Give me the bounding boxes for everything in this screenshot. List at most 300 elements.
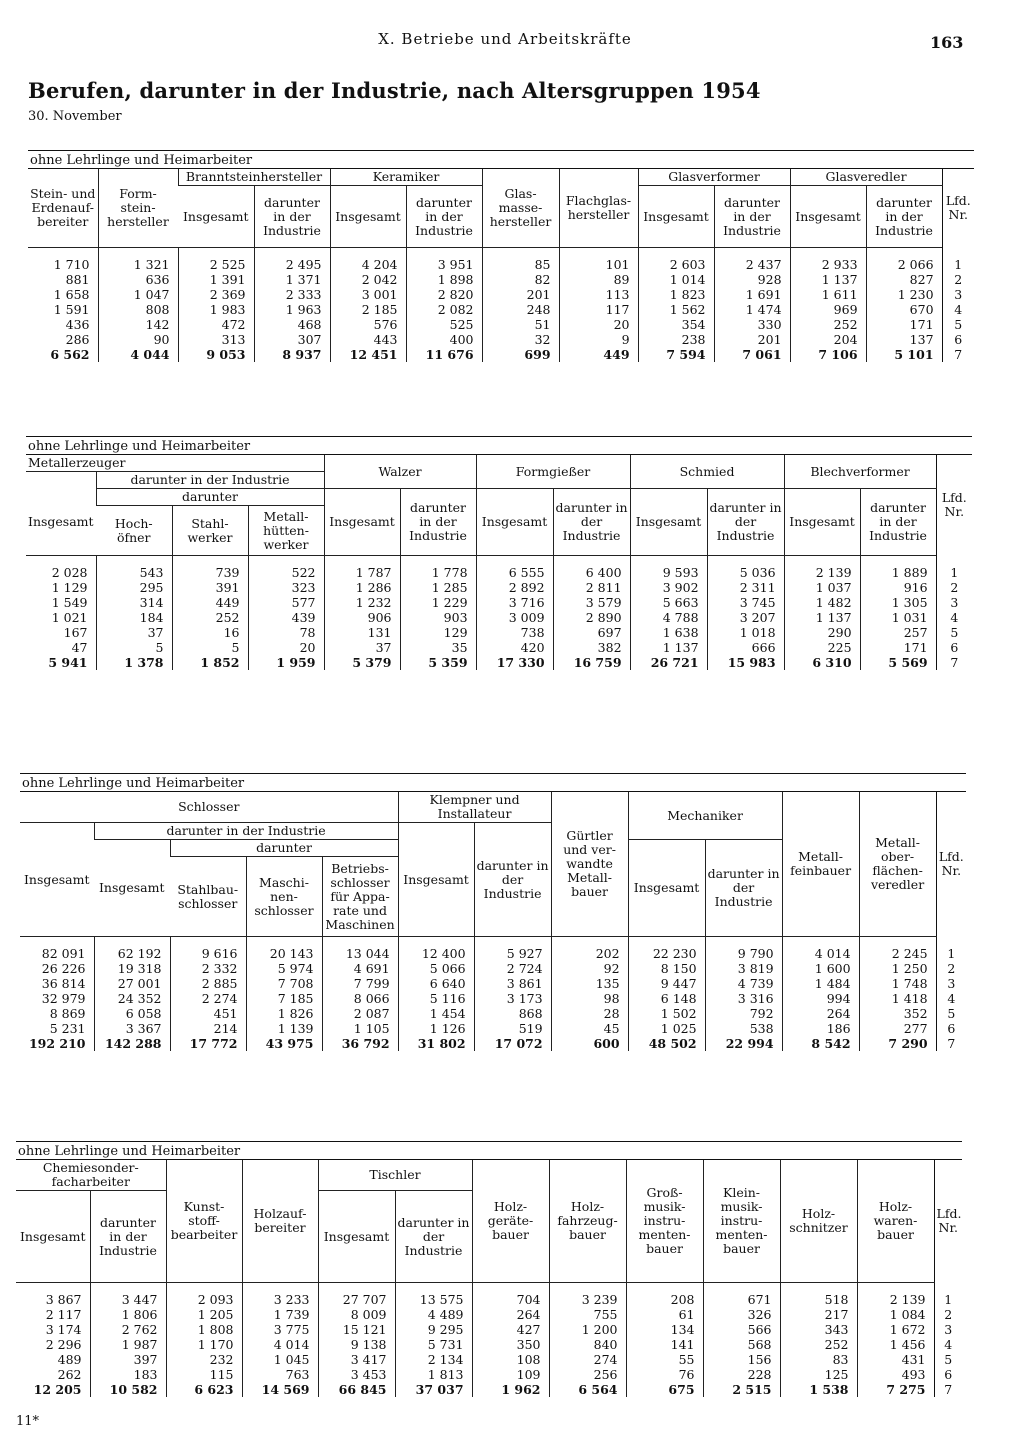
- col-group-head: Keramiker: [330, 169, 482, 186]
- col-group-head: Chemiesonder- facharbeiter: [16, 1160, 166, 1191]
- cell-value: 9 790: [737, 946, 774, 961]
- cell-value: 525: [449, 317, 474, 332]
- cell-value: 141: [670, 1337, 695, 1352]
- lfd-number: 3: [947, 975, 956, 991]
- cell-value: 755: [593, 1307, 618, 1322]
- cell-value: 881: [65, 272, 90, 287]
- cell-value: 1 229: [431, 595, 468, 610]
- cell-value: 577: [291, 595, 316, 610]
- cell-value: 2 369: [209, 287, 246, 302]
- col-head: Insgesamt: [628, 840, 705, 937]
- cell-value: 20: [299, 640, 316, 655]
- total-value: 699: [524, 347, 551, 362]
- col-head: Metall- feinbauer: [782, 792, 859, 937]
- cell-value: 3 453: [350, 1367, 387, 1382]
- cell-value: 1 691: [745, 287, 782, 302]
- cell-value: 2 820: [437, 287, 474, 302]
- cell-value: 697: [597, 625, 622, 640]
- total-value: 7 594: [666, 347, 706, 362]
- cell-value: 274: [593, 1352, 618, 1367]
- cell-value: 903: [443, 610, 468, 625]
- total-value: 48 502: [648, 1036, 697, 1051]
- cell-value: 352: [903, 1006, 928, 1021]
- running-head: X. Betriebe und Arbeitskräfte: [378, 30, 632, 48]
- lfd-number: 4: [950, 609, 959, 625]
- cell-value: 313: [221, 332, 246, 347]
- table-row: [28, 248, 974, 363]
- col-group-head: Glasveredler: [790, 169, 942, 186]
- data-column: [638, 248, 714, 363]
- total-value: 8 937: [282, 347, 322, 362]
- cell-value: 1 889: [891, 565, 928, 580]
- cell-value: 262: [57, 1367, 82, 1382]
- lfd-number: 2: [954, 271, 963, 287]
- col-head: Klein- musik- instru- menten- bauer: [703, 1160, 780, 1283]
- total-value: 1 959: [276, 655, 316, 670]
- cell-value: 9 616: [201, 946, 238, 961]
- cell-value: 26 226: [41, 961, 86, 976]
- cell-value: 5 116: [429, 991, 466, 1006]
- cell-value: 3 861: [506, 976, 543, 991]
- data-column: [790, 248, 866, 363]
- col-head: Holz- fahrzeug- bauer: [549, 1160, 626, 1283]
- cell-value: 9 447: [660, 976, 697, 991]
- cell-value: 7 708: [277, 976, 314, 991]
- total-value: 5 379: [352, 655, 392, 670]
- cell-value: 4 788: [662, 610, 699, 625]
- cell-value: 61: [678, 1307, 695, 1322]
- table-row: [16, 1283, 962, 1398]
- cell-value: 3 716: [508, 595, 545, 610]
- cell-value: 538: [749, 1021, 774, 1036]
- cell-value: 1 105: [353, 1021, 390, 1036]
- cell-value: 1 484: [814, 976, 851, 991]
- col-group-head: Schmied: [630, 455, 784, 489]
- total-value: 6 562: [50, 347, 90, 362]
- cell-value: 1 808: [197, 1322, 234, 1337]
- data-column: [472, 1283, 549, 1398]
- cell-value: 4 489: [427, 1307, 464, 1322]
- cell-value: 2 933: [821, 257, 858, 272]
- data-column: [400, 556, 476, 671]
- cell-value: 201: [757, 332, 782, 347]
- cell-value: 2 134: [427, 1352, 464, 1367]
- cell-value: 1 454: [429, 1006, 466, 1021]
- cell-value: 738: [520, 625, 545, 640]
- cell-value: 1 963: [285, 302, 322, 317]
- cell-value: 115: [209, 1367, 234, 1382]
- cell-value: 5 066: [429, 961, 466, 976]
- col-head: Holz- geräte- bauer: [472, 1160, 549, 1283]
- data-column: [398, 937, 474, 1052]
- cell-value: 808: [145, 302, 170, 317]
- cell-value: 257: [903, 625, 928, 640]
- col-head: Flachglas- hersteller: [559, 169, 638, 248]
- cell-value: 1 983: [209, 302, 246, 317]
- cell-value: 739: [215, 565, 240, 580]
- cell-value: 171: [903, 640, 928, 655]
- cell-value: 489: [57, 1352, 82, 1367]
- cell-value: 125: [824, 1367, 849, 1382]
- cell-value: 2 296: [45, 1337, 82, 1352]
- total-value: 5 359: [428, 655, 468, 670]
- total-value: 11 676: [425, 347, 474, 362]
- cell-value: 1 305: [891, 595, 928, 610]
- lfd-number: 3: [944, 1321, 953, 1337]
- cell-value: 286: [65, 332, 90, 347]
- table-row: [26, 556, 972, 671]
- cell-value: 171: [909, 317, 934, 332]
- lfd-number: 1: [950, 564, 959, 580]
- cell-value: 8 869: [49, 1006, 86, 1021]
- cell-value: 113: [605, 287, 630, 302]
- col-head: Insgesamt: [16, 1191, 90, 1283]
- col-head: darunter in der Industrie: [254, 186, 330, 248]
- cell-value: 8 150: [660, 961, 697, 976]
- cell-value: 307: [297, 332, 322, 347]
- cell-value: 1 047: [133, 287, 170, 302]
- col-group-head: Formgießer: [476, 455, 630, 489]
- cell-value: 670: [909, 302, 934, 317]
- cell-value: 3 173: [506, 991, 543, 1006]
- cell-value: 8 009: [350, 1307, 387, 1322]
- cell-value: 5: [231, 640, 240, 655]
- cell-value: 6 400: [585, 565, 622, 580]
- cell-value: 1 600: [814, 961, 851, 976]
- cell-value: 2 028: [51, 565, 88, 580]
- cell-value: 109: [516, 1367, 541, 1382]
- lfd-number: 4: [954, 301, 963, 317]
- cell-value: 1 638: [662, 625, 699, 640]
- cell-value: 568: [747, 1337, 772, 1352]
- cell-value: 167: [63, 625, 88, 640]
- lfd-number: 3: [954, 286, 963, 302]
- cell-value: 15 121: [342, 1322, 387, 1337]
- cell-value: 8 066: [353, 991, 390, 1006]
- cell-value: 431: [901, 1352, 926, 1367]
- cell-value: 1 286: [355, 580, 392, 595]
- col-group-head: darunter: [170, 840, 398, 857]
- table-note: ohne Lehrlinge und Heimarbeiter: [22, 776, 245, 791]
- total-value: 1 538: [809, 1382, 849, 1397]
- col-head: darunter in der Industrie: [474, 823, 551, 937]
- cell-value: 135: [595, 976, 620, 991]
- col-group-head: darunter: [96, 489, 324, 506]
- lfd-number: 6: [947, 1020, 956, 1036]
- cell-value: 5 663: [662, 595, 699, 610]
- lfd-number: 2: [944, 1306, 953, 1322]
- col-head: Metall- ober- flächen- veredler: [859, 792, 936, 937]
- cell-value: 566: [747, 1322, 772, 1337]
- table-3: [20, 791, 966, 1051]
- total-value: 5 941: [48, 655, 88, 670]
- cell-value: 32: [534, 332, 551, 347]
- col-head: Insgesamt: [178, 186, 254, 248]
- cell-value: 420: [520, 640, 545, 655]
- cell-value: 137: [909, 332, 934, 347]
- data-column: [482, 248, 559, 363]
- cell-value: 5 974: [277, 961, 314, 976]
- col-group-head: Walzer: [324, 455, 476, 489]
- lfd-number: 6: [944, 1366, 953, 1382]
- cell-value: 350: [516, 1337, 541, 1352]
- total-value: 9 053: [206, 347, 246, 362]
- cell-value: 314: [139, 595, 164, 610]
- data-column: [549, 1283, 626, 1398]
- total-value: 6 310: [812, 655, 852, 670]
- cell-value: 3 579: [585, 595, 622, 610]
- data-column: [476, 556, 553, 671]
- col-head: darunter in der Industrie: [860, 489, 936, 556]
- table-4-block: [16, 1141, 962, 1397]
- cell-value: 217: [824, 1307, 849, 1322]
- cell-value: 184: [139, 610, 164, 625]
- cell-value: 1 137: [815, 610, 852, 625]
- lfd-head: Lfd. Nr.: [936, 792, 966, 937]
- lfd-number: 7: [954, 346, 963, 362]
- cell-value: 264: [516, 1307, 541, 1322]
- cell-value: 76: [678, 1367, 695, 1382]
- data-column: [90, 1283, 166, 1398]
- col-head: Insgesamt: [476, 489, 553, 556]
- cell-value: 24 352: [117, 991, 162, 1006]
- cell-value: 264: [826, 1006, 851, 1021]
- cell-value: 1 031: [891, 610, 928, 625]
- cell-value: 248: [526, 302, 551, 317]
- lfd-number: 3: [950, 594, 959, 610]
- cell-value: 3 819: [737, 961, 774, 976]
- cell-value: 7 185: [277, 991, 314, 1006]
- cell-value: 2 245: [891, 946, 928, 961]
- cell-value: 827: [909, 272, 934, 287]
- lfd-head: Lfd. Nr.: [942, 169, 974, 248]
- cell-value: 6 148: [660, 991, 697, 1006]
- cell-value: 2 311: [739, 580, 776, 595]
- cell-value: 238: [681, 332, 706, 347]
- data-column: [551, 937, 628, 1052]
- col-group-head: darunter in der Industrie: [94, 823, 398, 840]
- col-group-head: Metallerzeuger: [26, 455, 324, 472]
- col-head: Glas- masse- hersteller: [482, 169, 559, 248]
- cell-value: 277: [903, 1021, 928, 1036]
- data-column: [246, 937, 322, 1052]
- total-value: 1 852: [200, 655, 240, 670]
- cell-value: 397: [133, 1352, 158, 1367]
- cell-value: 28: [603, 1006, 620, 1021]
- cell-value: 3 951: [437, 257, 474, 272]
- data-column: [559, 248, 638, 363]
- cell-value: 208: [670, 1292, 695, 1307]
- total-value: 26 721: [650, 655, 699, 670]
- lfd-number: 5: [947, 1005, 956, 1021]
- cell-value: 543: [139, 565, 164, 580]
- cell-value: 3 775: [273, 1322, 310, 1337]
- col-head: Groß- musik- instru- menten- bauer: [626, 1160, 703, 1283]
- cell-value: 78: [299, 625, 316, 640]
- cell-value: 1 562: [669, 302, 706, 317]
- cell-value: 1 549: [51, 595, 88, 610]
- col-head: Form- stein- hersteller: [98, 169, 178, 248]
- total-value: 17 330: [496, 655, 545, 670]
- col-head: Kunst- stoff- bearbeiter: [166, 1160, 242, 1283]
- col-head: Insgesamt: [790, 186, 866, 248]
- cell-value: 19 318: [117, 961, 162, 976]
- cell-value: 204: [833, 332, 858, 347]
- col-head: Metall- hütten- werker: [248, 506, 324, 556]
- page-subtitle: 30. November: [28, 109, 122, 124]
- total-value: 449: [603, 347, 630, 362]
- lfd-number: 1: [947, 945, 956, 961]
- cell-value: 792: [749, 1006, 774, 1021]
- col-group-head: Klempner und Installateur: [398, 792, 551, 823]
- cell-value: 4 014: [273, 1337, 310, 1352]
- cell-value: 22 230: [652, 946, 697, 961]
- cell-value: 1 014: [669, 272, 706, 287]
- cell-value: 1 611: [821, 287, 858, 302]
- cell-value: 1 200: [581, 1322, 618, 1337]
- total-value: 17 072: [494, 1036, 543, 1051]
- cell-value: 3 447: [121, 1292, 158, 1307]
- lfd-number: 4: [947, 990, 956, 1006]
- cell-value: 330: [757, 317, 782, 332]
- cell-value: 201: [526, 287, 551, 302]
- cell-value: 183: [133, 1367, 158, 1382]
- lfd-number: 6: [950, 639, 959, 655]
- data-column: [553, 556, 630, 671]
- data-column: [172, 556, 248, 671]
- col-group-head: darunter in der Industrie: [96, 472, 324, 489]
- cell-value: 2 811: [585, 580, 622, 595]
- cell-value: 576: [373, 317, 398, 332]
- cell-value: 2 437: [745, 257, 782, 272]
- cell-value: 3 001: [361, 287, 398, 302]
- cell-value: 449: [215, 595, 240, 610]
- total-value: 22 994: [725, 1036, 774, 1051]
- cell-value: 37: [147, 625, 164, 640]
- cell-value: 326: [747, 1307, 772, 1322]
- cell-value: 232: [209, 1352, 234, 1367]
- col-group-head: Schlosser: [20, 792, 398, 823]
- cell-value: 1 126: [429, 1021, 466, 1036]
- cell-value: 9 295: [427, 1322, 464, 1337]
- data-column: [707, 556, 784, 671]
- total-value: 192 210: [28, 1036, 86, 1051]
- cell-value: 3 367: [125, 1021, 162, 1036]
- cell-value: 12 400: [421, 946, 466, 961]
- cell-value: 85: [534, 257, 551, 272]
- lfd-column: [936, 937, 966, 1052]
- total-value: 10 582: [109, 1382, 158, 1397]
- cell-value: 2 185: [361, 302, 398, 317]
- cell-value: 1 230: [897, 287, 934, 302]
- cell-value: 3 207: [739, 610, 776, 625]
- cell-value: 228: [747, 1367, 772, 1382]
- cell-value: 55: [678, 1352, 695, 1367]
- data-column: [406, 248, 482, 363]
- cell-value: 1 025: [660, 1021, 697, 1036]
- total-value: 2 515: [732, 1382, 772, 1397]
- cell-value: 671: [747, 1292, 772, 1307]
- cell-value: 2 332: [201, 961, 238, 976]
- table-note: ohne Lehrlinge und Heimarbeiter: [18, 1144, 241, 1159]
- total-value: 7 290: [888, 1036, 928, 1051]
- col-head: Stein- und Erdenauf- bereiter: [28, 169, 98, 248]
- cell-value: 3 239: [581, 1292, 618, 1307]
- col-head: darunter in der Industrie: [90, 1191, 166, 1283]
- cell-value: 2 603: [669, 257, 706, 272]
- data-column: [474, 937, 551, 1052]
- data-column: [94, 937, 170, 1052]
- cell-value: 1 139: [277, 1021, 314, 1036]
- cell-value: 439: [291, 610, 316, 625]
- cell-value: 2 042: [361, 272, 398, 287]
- cell-value: 108: [516, 1352, 541, 1367]
- cell-value: 916: [903, 580, 928, 595]
- cell-value: 3 902: [662, 580, 699, 595]
- col-head: darunter in der Industrie: [406, 186, 482, 248]
- cell-value: 704: [516, 1292, 541, 1307]
- lfd-number: 2: [950, 579, 959, 595]
- data-column: [395, 1283, 472, 1398]
- data-column: [178, 248, 254, 363]
- data-column: [166, 1283, 242, 1398]
- cell-value: 382: [597, 640, 622, 655]
- cell-value: 3 745: [739, 595, 776, 610]
- cell-value: 225: [827, 640, 852, 655]
- lfd-number: 7: [944, 1381, 953, 1397]
- cell-value: 666: [751, 640, 776, 655]
- data-column: [96, 556, 172, 671]
- lfd-number: 1: [954, 256, 963, 272]
- cell-value: 5: [155, 640, 164, 655]
- cell-value: 928: [757, 272, 782, 287]
- cell-value: 468: [297, 317, 322, 332]
- col-head: darunter in der Industrie: [866, 186, 942, 248]
- col-head: Insgesamt: [26, 489, 96, 556]
- cell-value: 4 691: [353, 961, 390, 976]
- cell-value: 1 806: [121, 1307, 158, 1322]
- cell-value: 1 084: [889, 1307, 926, 1322]
- cell-value: 5 231: [49, 1021, 86, 1036]
- cell-value: 92: [603, 961, 620, 976]
- col-head: darunter in der Industrie: [707, 489, 784, 556]
- lfd-head: Lfd. Nr.: [936, 455, 972, 556]
- col-head: Maschi- nen- schlosser: [246, 857, 322, 937]
- cell-value: 27 001: [117, 976, 162, 991]
- cell-value: 636: [145, 272, 170, 287]
- cell-value: 90: [153, 332, 170, 347]
- total-value: 37 037: [415, 1382, 464, 1397]
- cell-value: 3 417: [350, 1352, 387, 1367]
- cell-value: 391: [215, 580, 240, 595]
- total-value: 15 983: [727, 655, 776, 670]
- cell-value: 47: [71, 640, 88, 655]
- cell-value: 98: [603, 991, 620, 1006]
- cell-value: 1 813: [427, 1367, 464, 1382]
- cell-value: 2 139: [815, 565, 852, 580]
- total-value: 675: [668, 1382, 695, 1397]
- cell-value: 2 066: [897, 257, 934, 272]
- total-value: 600: [593, 1036, 620, 1051]
- cell-value: 89: [613, 272, 630, 287]
- lfd-column: [934, 1283, 962, 1398]
- cell-value: 472: [221, 317, 246, 332]
- cell-value: 3 316: [737, 991, 774, 1006]
- cell-value: 3 233: [273, 1292, 310, 1307]
- cell-value: 202: [595, 946, 620, 961]
- cell-value: 6 640: [429, 976, 466, 991]
- cell-value: 5 731: [427, 1337, 464, 1352]
